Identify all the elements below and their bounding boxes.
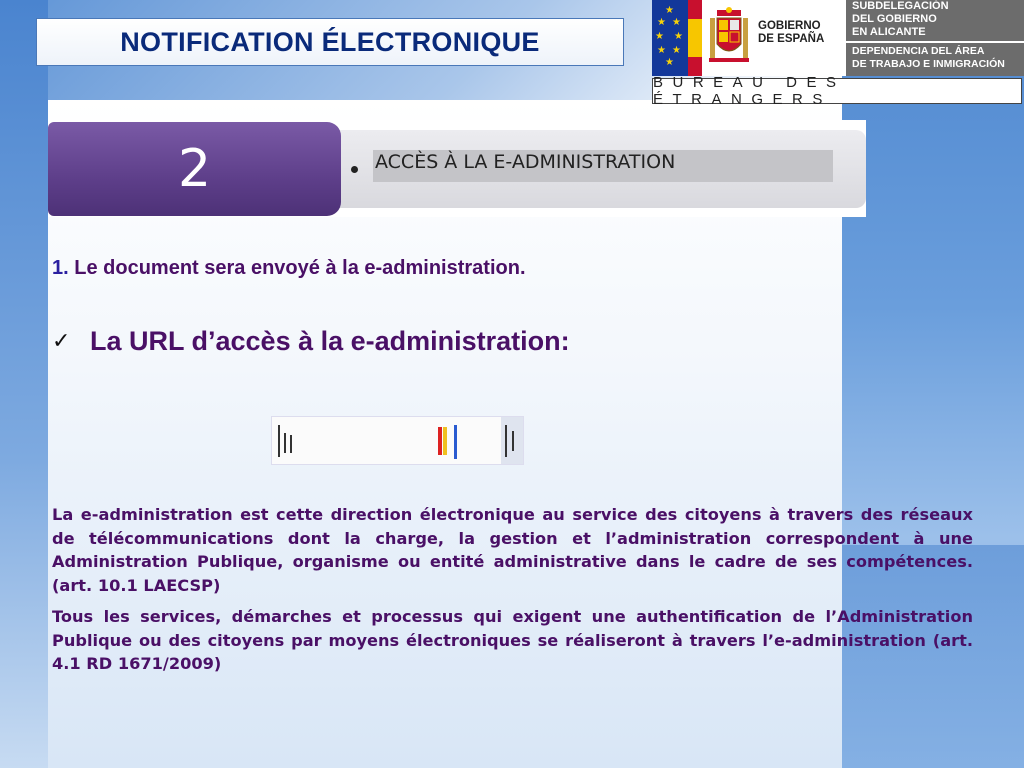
url-bar — [272, 417, 502, 464]
bureau-box — [652, 74, 1022, 108]
url-mark — [284, 433, 286, 453]
bureau-label: BUREAU DES ÉTRANGERS — [653, 74, 846, 108]
checklist-item — [52, 326, 570, 357]
url-mark-red — [438, 427, 442, 455]
gov-dep-line-2: DE TRABAJO E INMIGRACIÓN — [852, 58, 1005, 70]
government-logo — [652, 0, 1024, 76]
url-mark — [290, 435, 292, 453]
step-label: ACCÈS À LA E-ADMINISTRATION — [375, 151, 676, 173]
gov-department-panel — [846, 0, 1024, 76]
gov-dependency — [852, 45, 1005, 71]
page-title: NOTIFICATION ÉLECTRONIQUE — [120, 26, 540, 57]
coat-of-arms-icon — [708, 6, 750, 68]
spain-flag-icon — [688, 0, 702, 76]
gov-dep-line-1: DEPENDENCIA DEL ÁREA — [852, 45, 985, 57]
url-mark — [505, 425, 507, 457]
step-number: 2 — [177, 139, 212, 199]
check-icon: ✓ — [52, 329, 71, 354]
url-mark-yellow — [443, 427, 447, 455]
gov-line-2: DE ESPAÑA — [758, 33, 825, 45]
eu-flag-icon: ★ ★ ★ ★ ★ ★ ★ ★ — [652, 0, 688, 76]
url-mark — [278, 425, 280, 457]
list-item-1 — [52, 257, 526, 280]
title-box — [36, 18, 624, 66]
bullet-icon — [351, 166, 358, 173]
paragraph-services: Tous les services, démarches et processus qui exigent une authentification de l’Administration Publique ou des citoyens par moyens électroniques se réaliseront à travers l’e-administration (art. 4.1 RD 1671/2009) — [52, 607, 973, 673]
list-item-text: Le document sera envoyé à la e-administration. — [74, 257, 526, 279]
list-item-number: 1. — [52, 257, 69, 279]
url-mark-blue — [454, 425, 457, 459]
paragraph-definition: La e-administration est cette direction électronique au service des citoyens à travers des réseaux de télécommunications dont la charge, la gestion et l’administration correspondent à une Administration Publique, organisme ou entité administrative dans le cadre de ses compétences. (art. 10.1 LAECSP) — [52, 505, 973, 595]
gov-sub-line-3: EN ALICANTE — [852, 26, 926, 38]
gov-name — [758, 20, 824, 46]
url-screenshot-image — [271, 416, 524, 465]
gov-sub-line-2: DEL GOBIERNO — [852, 13, 937, 25]
gov-line-1: GOBIERNO — [758, 20, 821, 32]
gov-sub-line-1: SUBDELEGACIÓN — [852, 0, 949, 12]
gov-subdelegation — [852, 0, 949, 39]
step-number-box — [48, 122, 341, 216]
step-banner — [48, 120, 866, 217]
background-left — [0, 0, 48, 768]
url-mark — [512, 431, 514, 451]
checklist-text: La URL d’accès à la e-administration: — [90, 326, 570, 356]
divider — [846, 41, 1024, 43]
